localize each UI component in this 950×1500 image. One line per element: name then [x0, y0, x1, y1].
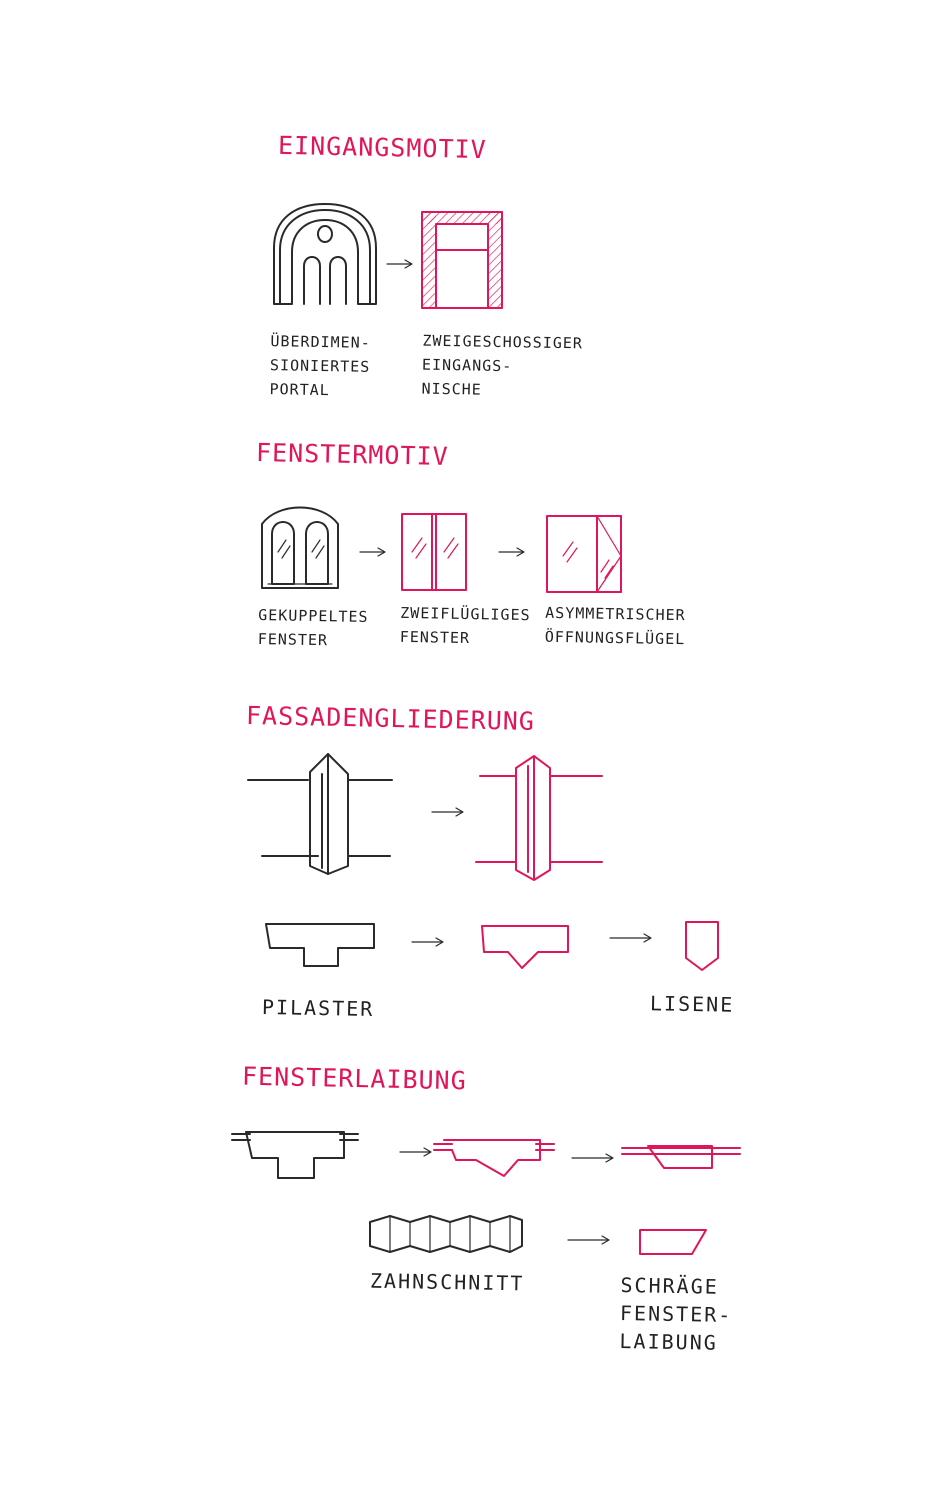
- pilaster-section-sketch: [262, 918, 378, 970]
- arrow-icon: [410, 936, 446, 948]
- asymmetric-sash-window-sketch: [543, 512, 625, 596]
- lisene-elevation-sketch: [476, 752, 606, 882]
- reveal-outline-sketch: [432, 1136, 556, 1182]
- two-storey-entrance-niche-sketch: [418, 208, 508, 312]
- label-two-leaf-window: ZWEIFLÜGLIGES FENSTER: [399, 603, 531, 648]
- label-slanted-reveal: SCHRÄGE FENSTER- LAIBUNG: [619, 1273, 733, 1355]
- lisene-detail-sketch: [682, 918, 722, 974]
- label-coupled-window: GEKUPPELTES FENSTER: [257, 606, 369, 650]
- arrow-icon: [385, 258, 415, 270]
- label-two-storey-niche: ZWEIGESCHOSSIGER EINGANGS- NISCHE: [421, 331, 584, 399]
- arrow-icon: [358, 546, 388, 558]
- pilaster-elevation-sketch: [244, 750, 394, 880]
- oversized-portal-sketch: [270, 200, 380, 310]
- heading-facade-articulation: FASSADENGLIEDERUNG: [245, 700, 536, 737]
- heading-entrance-motif: EINGANGSMOTIV: [277, 130, 487, 165]
- arrow-icon: [566, 1234, 612, 1246]
- heading-window-motif: FENSTERMOTIV: [255, 437, 449, 472]
- dentil-frieze-sketch: [366, 1212, 526, 1256]
- reveal-hatched-sketch: [620, 1140, 742, 1176]
- reveal-section-sketch: [230, 1128, 360, 1182]
- label-dentil: ZAHNSCHNITT: [369, 1268, 525, 1296]
- label-lisene: LISENE: [649, 991, 735, 1017]
- lisene-section-sketch: [478, 920, 574, 976]
- arrow-icon: [398, 1146, 434, 1158]
- coupled-window-sketch: [258, 500, 342, 592]
- heading-window-reveal: FENSTERLAIBUNG: [241, 1061, 467, 1096]
- label-pilaster: PILASTER: [261, 995, 375, 1021]
- arrow-icon: [570, 1152, 616, 1164]
- arrow-icon: [608, 932, 654, 944]
- label-asymmetric-sash: ASYMMETRISCHER ÖFFNUNGSFLÜGEL: [544, 603, 686, 649]
- label-oversized-portal: ÜBERDIMEN- SIONIERTES PORTAL: [269, 332, 371, 400]
- arrow-icon: [497, 546, 527, 558]
- slanted-reveal-sketch: [636, 1226, 710, 1258]
- two-leaf-window-sketch: [398, 510, 470, 594]
- arrow-icon: [430, 806, 466, 818]
